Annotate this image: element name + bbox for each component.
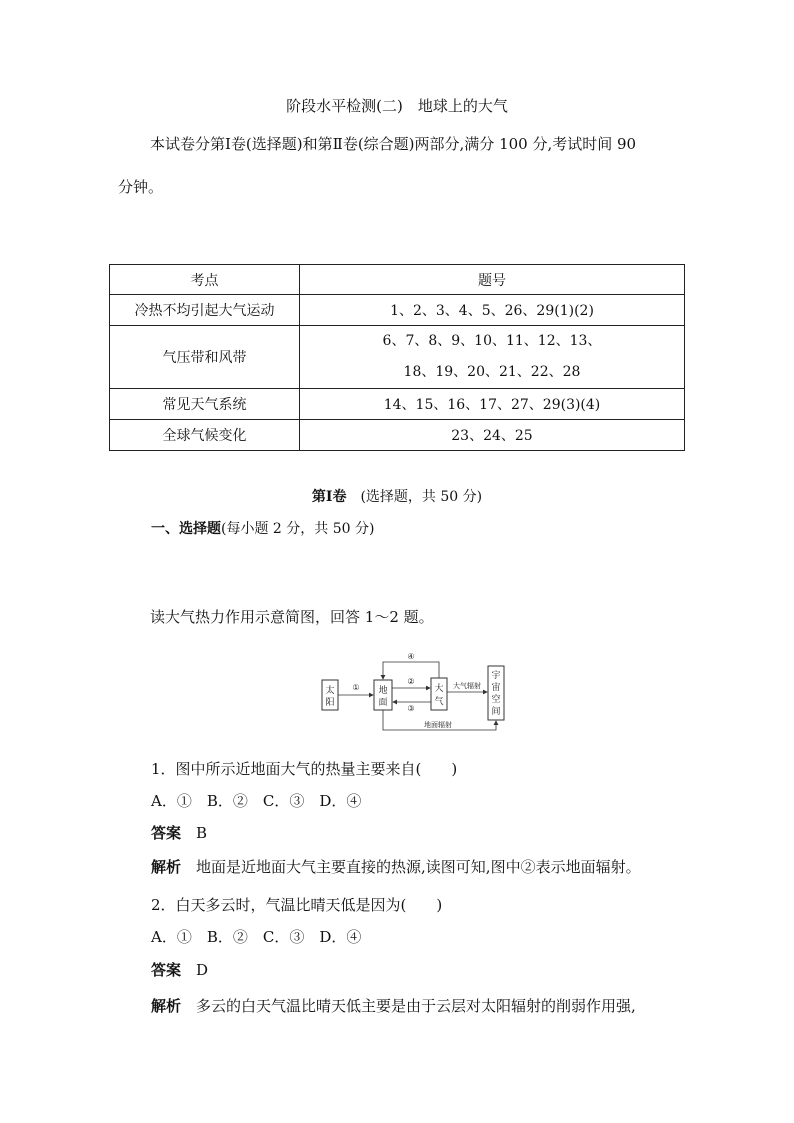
label-4: ④ [407,652,415,661]
sun-label-1: 太 [325,686,335,696]
atm-radiation-label: 大气辐射 [453,682,481,690]
atmosphere-heating-diagram [318,650,508,740]
answer-label: 答案 [151,961,182,979]
table-row [110,389,685,420]
numbers-cell: 23、24、25 [300,420,685,451]
label-2: ② [407,677,415,686]
numbers-line: 6、7、8、9、10、11、12、13、 [382,333,602,349]
answer-value: B [196,824,208,842]
ground-label-1: 地 [378,686,388,696]
numbers-cell [300,326,685,389]
ground-radiation-label: 地面辐射 [424,721,452,729]
answer-label: 答案 [151,824,182,842]
topic-cell: 全球气候变化 [110,420,300,451]
topic-cell: 气压带和风带 [110,326,300,389]
intro-text-line-1: 本试卷分第Ⅰ卷(选择题)和第Ⅱ卷(综合题)两部分,满分 100 分,考试时间 90 [150,135,637,153]
table-row [110,420,685,451]
answer-value: D [196,961,209,979]
label-3: ③ [407,704,415,713]
question-2-options: A．① B．② C．③ D．④ [151,928,362,946]
analysis-label: 解析 [151,858,182,876]
topic-cell: 冷热不均引起大气运动 [110,295,300,326]
question-1-answer [151,822,207,843]
analysis-text: 地面是近地面大气主要直接的热源,读图可知,图中②表示地面辐射。 [196,858,641,876]
analysis-label: 解析 [151,997,182,1015]
label-1: ① [352,683,360,692]
section-title-paren: (选择题，共 50 分) [360,489,483,505]
question-1-analysis [151,856,641,877]
numbers-cell: 1、2、3、4、5、26、29(1)(2) [300,295,685,326]
numbers-line: 18、19、20、21、22、28 [403,364,581,380]
question-2-analysis [151,995,636,1016]
header-numbers: 题号 [300,265,685,295]
space-label-2: 宙 [491,683,501,693]
atmosphere-label-1: 大 [434,684,444,694]
space-label-4: 间 [491,707,501,717]
topic-cell: 常见天气系统 [110,389,300,420]
page-title: 阶段水平检测(二) 地球上的大气 [286,97,508,115]
space-label-3: 空 [491,695,501,705]
table-row [110,326,685,389]
part-heading [151,518,374,538]
part-label: 一、选择题 [151,521,221,537]
question-1-stem: 1．图中所示近地面大气的热量主要来自( ) [151,760,458,778]
space-label-1: 宇 [491,671,501,681]
numbers-cell: 14、15、16、17、27、29(3)(4) [300,389,685,420]
table-header-row [110,265,685,295]
question-prompt: 读大气热力作用示意简图，回答 1～2 题。 [150,608,434,626]
analysis-text: 多云的白天气温比晴天低主要是由于云层对太阳辐射的削弱作用强, [196,997,636,1015]
sun-label-2: 阳 [325,698,335,708]
section-title [0,486,794,506]
section-title-main: 第Ⅰ卷 [311,489,347,505]
header-topic: 考点 [110,265,300,295]
ground-label-2: 面 [378,698,388,708]
question-1-options: A．① B．② C．③ D．④ [151,792,362,810]
part-detail: (每小题 2 分，共 50 分) [221,521,375,537]
atmosphere-label-2: 气 [434,697,444,707]
intro-text-line-2: 分钟。 [118,178,164,196]
table-row [110,295,685,326]
question-2-stem: 2．白天多云时，气温比晴天低是因为( ) [151,896,443,914]
question-2-answer [151,959,208,980]
topics-table [109,264,685,451]
